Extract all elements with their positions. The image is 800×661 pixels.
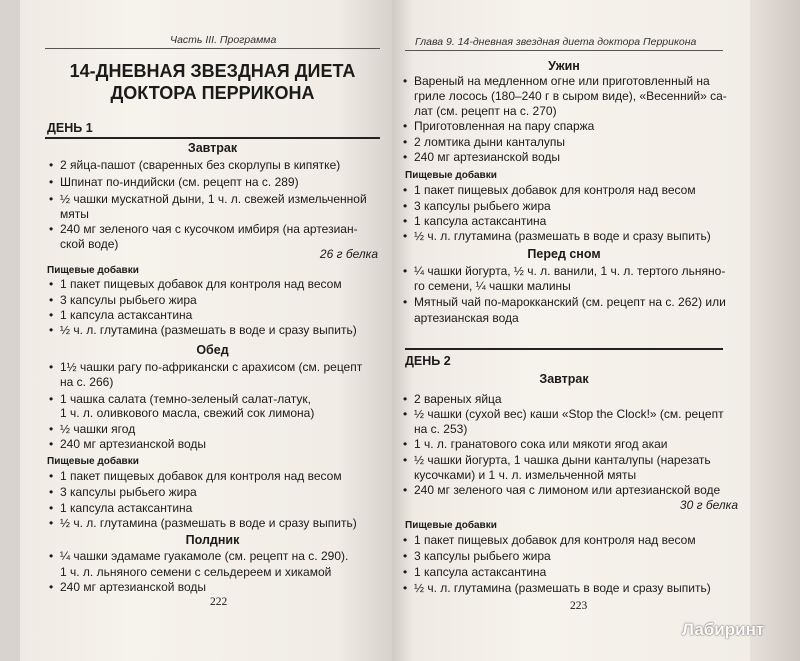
list-item-continued: мяты [60, 207, 89, 221]
list-item: • 3 капсулы рыбьего жира [60, 293, 197, 309]
header-rule-right [405, 50, 723, 51]
list-item: • ½ чашки ягод [60, 422, 135, 438]
supplements-heading: Пищевые добавки [405, 520, 497, 531]
page-number-right: 223 [570, 600, 588, 612]
list-item: • 1 пакет пищевых добавок для контроля над весом [60, 469, 342, 485]
protein-amount: 26 г белка [319, 247, 378, 261]
list-item-continued: кусочками) и 1 ч. л. измельченной мяты [414, 468, 637, 482]
header-rule-left [45, 48, 380, 49]
page-title-line-2: ДОКТОРА ПЕРРИКОНА [110, 83, 315, 103]
list-item: • ¼ чашки йогурта, ½ ч. л. ванили, 1 ч. л. тертого льняно- [414, 264, 725, 280]
day-rule [405, 348, 723, 350]
list-item: • ½ чашки (сухой вес) каши «Stop the Clock!» (см. рецепт [414, 407, 724, 423]
list-item: • 1 чашка салата (темно-зеленый салат-латук, [60, 392, 311, 408]
supplements-heading: Пищевые добавки [47, 456, 139, 467]
list-item: • 2 ломтика дыни канталупы [414, 135, 565, 151]
list-item: • Вареный на медленном огне или приготовленный на [414, 74, 710, 90]
list-item: • 2 яйца-пашот (сваренных без скорлупы в кипятке) [60, 158, 340, 174]
list-item: • ½ чашки мускатной дыни, 1 ч. л. свежей измельченной [60, 192, 367, 208]
day-rule [45, 137, 380, 139]
list-item: • ½ ч. л. глутамина (размешать в воде и сразу выпить) [414, 229, 711, 245]
list-item: • 1 капсула астаксантина [60, 308, 192, 324]
list-item: • ½ ч. л. глутамина (размешать в воде и сразу выпить) [60, 516, 357, 532]
list-item: • 3 капсулы рыбьего жира [60, 485, 197, 501]
list-item: • ¼ чашки эдамаме гуакамоле (см. рецепт на с. 290). [60, 549, 348, 565]
list-item: • 1 ч. л. гранатового сока или мякоти ягод акаи [414, 437, 668, 453]
list-item: • 240 мг артезианской воды [414, 150, 560, 166]
meal-heading-breakfast: Завтрак [539, 372, 589, 386]
list-item: • 240 мг артезианской воды [60, 580, 206, 596]
list-item: • Мятный чай по-марокканский (см. рецепт на с. 262) или [414, 295, 726, 311]
list-item-continued: го семени, ¼ чашки малины [414, 279, 571, 293]
list-item: • Шпинат по-индийски (см. рецепт на с. 289) [60, 175, 299, 191]
page-title-line-1: 14-ДНЕВНАЯ ЗВЕЗДНАЯ ДИЕТА [69, 61, 356, 81]
page-number-left: 222 [210, 596, 228, 608]
list-item: • Приготовленная на пару спаржа [414, 119, 594, 135]
list-item: • 1 капсула астаксантина [60, 501, 192, 517]
list-item-continued: на с. 253) [414, 422, 468, 436]
watermark-logo: Лабиринт [682, 620, 765, 639]
list-item-continued: артезианская вода [414, 311, 519, 325]
list-item-continued: лат (см. рецепт на с. 270) [414, 104, 557, 118]
meal-heading-snack: Полдник [185, 533, 240, 547]
list-item: • 1½ чашки рагу по-африкански с арахисом (см. рецепт [60, 360, 362, 376]
list-item: • 2 вареных яйца [414, 392, 502, 408]
running-head-left: Часть III. Программа [170, 34, 277, 46]
day-heading: ДЕНЬ 2 [405, 354, 451, 368]
supplements-heading: Пищевые добавки [405, 170, 497, 181]
day-heading: ДЕНЬ 1 [47, 121, 93, 135]
meal-heading-lunch: Обед [196, 343, 229, 357]
running-head-right: Глава 9. 14-дневная звездная диета доктора Перрикона [415, 36, 697, 48]
protein-amount: 30 г белка [679, 498, 738, 512]
list-item-continued: ской воде) [60, 237, 119, 251]
meal-heading-dinner: Ужин [548, 59, 580, 73]
list-item: • 1 пакет пищевых добавок для контроля над весом [414, 533, 696, 549]
list-item: • 240 мг зеленого чая с кусочком имбиря (на артезиан- [60, 222, 358, 238]
list-item: • ½ чашки йогурта, 1 чашка дыни канталупы (нарезать [414, 453, 711, 469]
list-item: • ½ ч. л. глутамина (размешать в воде и сразу выпить) [414, 581, 711, 597]
list-item: • ½ ч. л. глутамина (размешать в воде и сразу выпить) [60, 323, 357, 339]
page-edge [750, 0, 800, 661]
list-item: • 240 мг артезианской воды [60, 437, 206, 453]
list-item: • 1 капсула астаксантина [414, 214, 546, 230]
list-item-continued: на с. 266) [60, 375, 114, 389]
list-item: • 1 пакет пищевых добавок для контроля над весом [414, 183, 696, 199]
list-item: • 3 капсулы рыбьего жира [414, 199, 551, 215]
list-item: • 240 мг зеленого чая с лимоном или артезианской воде [414, 483, 720, 499]
list-item-continued: 1 ч. л. оливкового масла, свежий сок лимона) [60, 406, 315, 420]
list-item: • 1 капсула астаксантина [414, 565, 546, 581]
meal-heading-breakfast: Завтрак [187, 141, 238, 155]
supplements-heading: Пищевые добавки [47, 265, 139, 276]
list-item-continued: гриле лосось (180–240 г в сыром виде), «Весенний» са- [414, 89, 727, 103]
meal-heading-bedtime: Перед сном [527, 247, 601, 261]
list-item: • 3 капсулы рыбьего жира [414, 549, 551, 565]
list-item: • 1 пакет пищевых добавок для контроля над весом [60, 277, 342, 293]
list-item-continued: 1 ч. л. льняного семени с сельдереем и хикамой [60, 565, 332, 579]
